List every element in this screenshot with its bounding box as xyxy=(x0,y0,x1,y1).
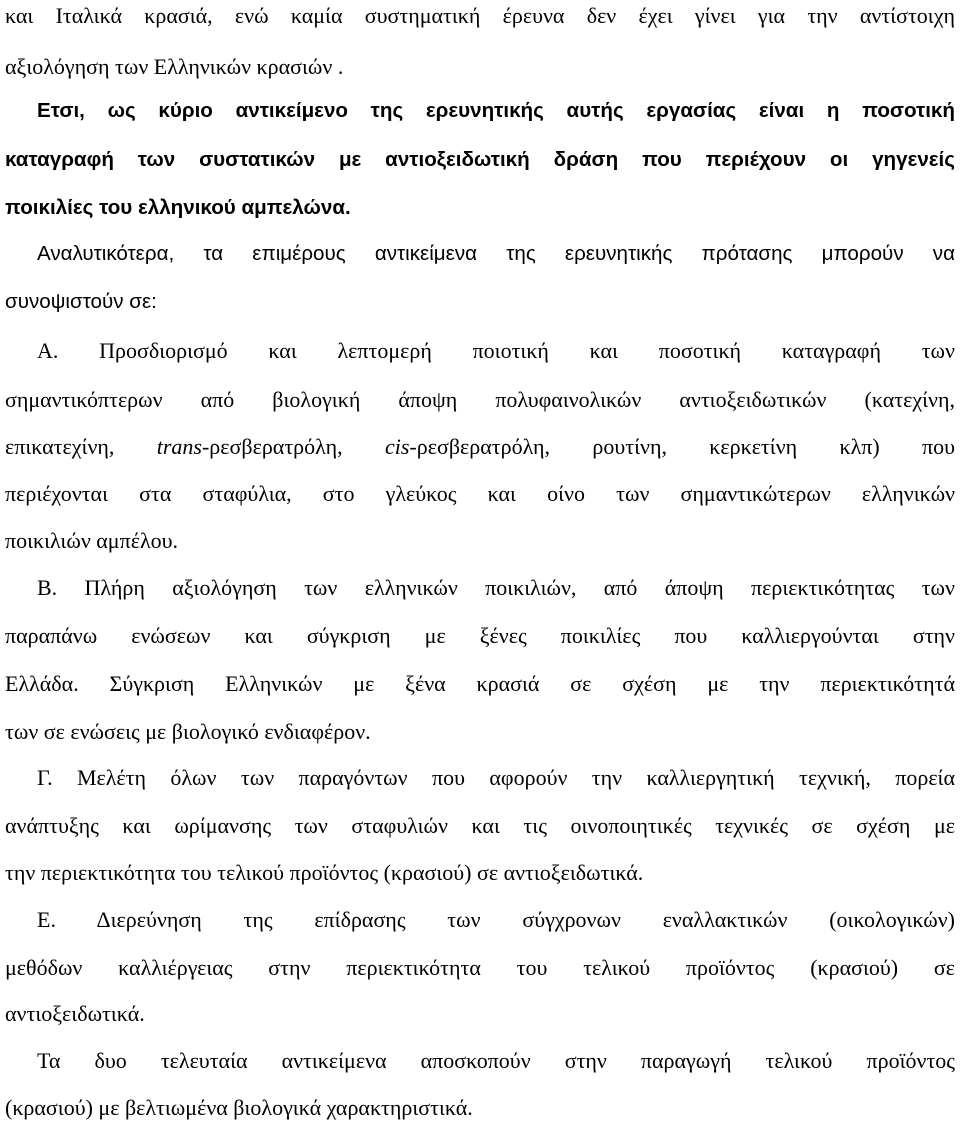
text-line: ανάπτυξης και ωρίμανσης των σταφυλιών και τις οινοποιητικές τεχνικές σε σχέση με xyxy=(5,813,955,838)
text-line: περιέχονται στα σταφύλια, στο γλεύκος και οίνο των σημαντικώτερων ελληνικών xyxy=(5,481,955,506)
text-line: ποικιλιών αμπέλου. xyxy=(5,528,179,553)
text-line: Β. Πλήρη αξιολόγηση των ελληνικών ποικιλιών, από άποψη περιεκτικότητας των xyxy=(37,575,955,600)
text-line: σημαντικόπτερων από βιολογική άποψη πολυφαινολικών αντιοξειδωτικών (κατεχίνη, xyxy=(5,387,955,412)
text-line: Τα δυο τελευταία αντικείμενα αποσκοπούν στην παραγωγή τελικού προϊόντος xyxy=(37,1048,955,1073)
italic-term: cis xyxy=(384,434,410,459)
text-line: παραπάνω ενώσεων και σύγκριση με ξένες ποικιλίες που καλλιεργούνται στην xyxy=(5,623,955,648)
text-line: Ε. Διερεύνηση της επίδρασης των σύγχρονων εναλλακτικών (οικολογικών) xyxy=(37,907,955,932)
text-run: -ρεσβερατρόλη, ρουτίνη, κερκετίνη κλπ) που xyxy=(409,434,956,459)
text-run: επικατεχίνη, xyxy=(5,434,157,459)
text-run: -ρεσβερατρόλη, xyxy=(201,434,385,459)
text-line: Ετσι, ως κύριο αντικείμενο της ερευνητικής αυτής εργασίας είναι η ποσοτική xyxy=(37,99,955,122)
text-line xyxy=(5,433,955,461)
text-line: Αναλυτικότερα, τα επιμέρους αντικείμενα της ερευνητικής πρότασης μπορούν να xyxy=(37,242,955,265)
text-line: την περιεκτικότητα του τελικού προϊόντος (κρασιού) σε αντιοξειδωτικά. xyxy=(5,860,644,885)
text-line: Ελλάδα. Σύγκριση Ελληνικών με ξένα κρασιά σε σχέση με την περιεκτικότητά xyxy=(5,671,955,696)
italic-term: trans xyxy=(156,434,202,459)
text-line: Α. Προσδιορισμό και λεπτομερή ποιοτική και ποσοτική καταγραφή των xyxy=(37,338,955,363)
text-line: και Ιταλικά κρασιά, ενώ καμία συστηματική έρευνα δεν έχει γίνει για την αντίστοιχη xyxy=(5,3,955,28)
text-line: ποικιλίες του ελληνικού αμπελώνα. xyxy=(5,196,351,219)
text-line: αξιολόγηση των Ελληνικών κρασιών . xyxy=(5,54,344,79)
text-line: καταγραφή των συστατικών με αντιοξειδωτική δράση που περιέχουν οι γηγενείς xyxy=(5,148,955,171)
text-line: (κρασιού) με βελτιωμένα βιολογικά χαρακτηριστικά. xyxy=(5,1095,473,1120)
text-line: Γ. Μελέτη όλων των παραγόντων που αφορούν την καλλιεργητική τεχνική, πορεία xyxy=(37,765,955,790)
text-line: αντιοξειδωτικά. xyxy=(5,1001,145,1026)
text-line: των σε ενώσεις με βιολογικό ενδιαφέρον. xyxy=(5,719,371,744)
text-line: συνοψιστούν σε: xyxy=(5,290,157,313)
text-line: μεθόδων καλλιέργειας στην περιεκτικότητα του τελικού προϊόντος (κρασιού) σε xyxy=(5,955,955,980)
